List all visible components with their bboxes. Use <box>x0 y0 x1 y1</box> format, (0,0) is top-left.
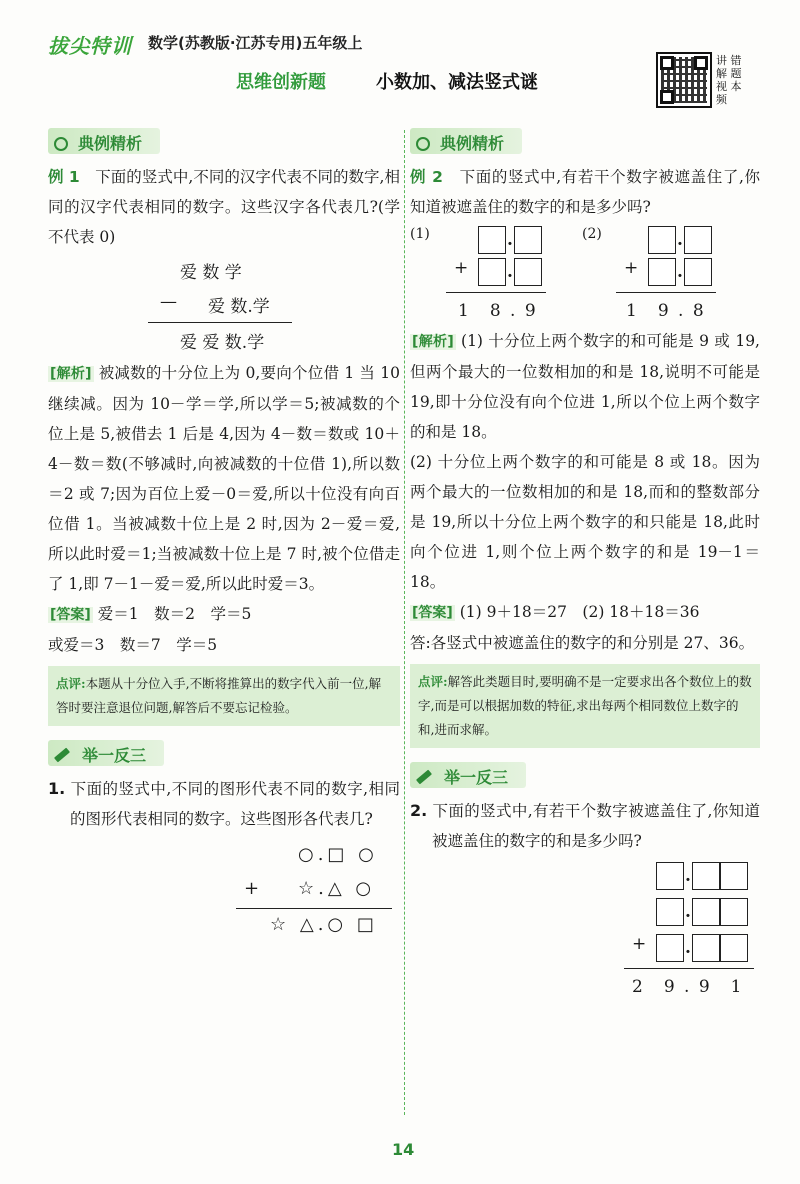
question-1-calc: ○.□ ○ + ☆.△ ○ ☆ △.○ □ <box>48 834 400 944</box>
section-practice: 举一反三 <box>48 740 164 766</box>
brand-logo: 拔尖特训 <box>48 34 132 58</box>
book-subject: 数学(苏教版·江苏专用)五年级上 <box>148 34 363 52</box>
page-header <box>40 28 760 58</box>
section-practice: 举一反三 <box>410 762 526 788</box>
column-divider <box>404 130 405 1115</box>
example-2-answer-text: 答:各竖式中被遮盖住的数字的和分别是 27、36。 <box>410 634 755 652</box>
magnifier-icon <box>416 137 430 151</box>
example-1-answer-alt: 或爱＝3 数＝7 学＝5 <box>48 636 218 654</box>
magnifier-icon <box>54 137 68 151</box>
example-2-calcs: (1) . + . 1 8 . 9 (2) . + . 1 9 . 8 <box>410 222 760 326</box>
example-2-analysis-2: (2) 十分位上两个数字的和可能是 8 或 18。因为两个最大的一位数相加的和是 18,而和的整数部分是 19,所以十分位上两个数字的和只能是 18,此时向个位进 1,则个位上两个数字的和是 19－1＝18。 <box>410 453 760 591</box>
example-2-note: 点评:解答此类题目时,要明确不是一定要求出各个数位上的数字,而是可以根据加数的特征,求出每两个相同数位上数字的和,进而求解。 <box>410 664 760 748</box>
example-1-calc: 爱 数 学 — 爱 数.学 爱 爱 数.学 <box>48 252 400 358</box>
example-2-answer: [答案] (1) 9＋18＝27 (2) 18＋18＝36 <box>412 603 700 621</box>
page-number: 14 <box>392 1140 415 1159</box>
section-examples: 典例精析 <box>410 128 522 154</box>
question-2: 2. 下面的竖式中,有若干个数字被遮盖住了,你知道被遮盖住的数字的和是多少吗? <box>410 801 760 850</box>
example-1-answer: [答案] 爱＝1 数＝2 学＝5 <box>50 605 252 623</box>
left-column <box>48 128 400 944</box>
title-topic: 小数加、减法竖式谜 <box>376 72 538 93</box>
right-column <box>410 128 760 1006</box>
page-title <box>236 68 566 96</box>
example-2-analysis-1: [解析] (1) 十分位上两个数字的和可能是 9 或 19,但两个最大的一位数相加的和是 18,说明不可能是 19,即十分位没有向个位进 1,所以个位上两个数字的和是 18。 <box>410 332 760 441</box>
example-1: 例 1 下面的竖式中,不同的汉字代表不同的数字,相同的汉字代表相同的数字。这些汉字各代表几?(学不代表 0) <box>48 168 400 246</box>
title-category: 思维创新题 <box>236 72 326 93</box>
example-2: 例 2 下面的竖式中,有若干个数字被遮盖住了,你知道被遮盖住的数字的和是多少吗? <box>410 168 760 216</box>
pencil-icon <box>416 770 432 785</box>
question-1: 1. 下面的竖式中,不同的图形代表不同的数字,相同的图形代表相同的数字。这些图形各代表几? <box>48 779 400 828</box>
qr-code-icon[interactable] <box>656 52 712 108</box>
example-1-analysis: [解析] 被减数的十分位上为 0,要向个位借 1 当 10 继续减。因为 10－学＝学,所以学＝5;被减数的个位上是 5,被借去 1 后是 4,因为 4－数＝数或 10＋4－数＝数(不够减时,向被减数的十位借 1),所以数＝2 或 7;因为百位上爱－0＝爱,所以十位没有向百位借 1。当被减数十位上是 2 时,因为 2－爱＝爱,所以此时爱＝1;当被减数十位上是 7 时,被个位借走了 1,即 7－1－爱＝爱,所以此时爱＝3。 <box>48 364 400 593</box>
example-1-note: 点评:本题从十分位入手,不断将推算出的数字代入前一位,解答时要注意退位问题,解答后不要忘记检验。 <box>48 666 400 726</box>
qr-caption: 讲 错 解 题 视 本 频 <box>716 54 742 106</box>
question-2-calc: . . + . 2 9 . 9 1 <box>410 856 760 1006</box>
section-examples: 典例精析 <box>48 128 160 154</box>
pencil-icon <box>54 748 70 763</box>
